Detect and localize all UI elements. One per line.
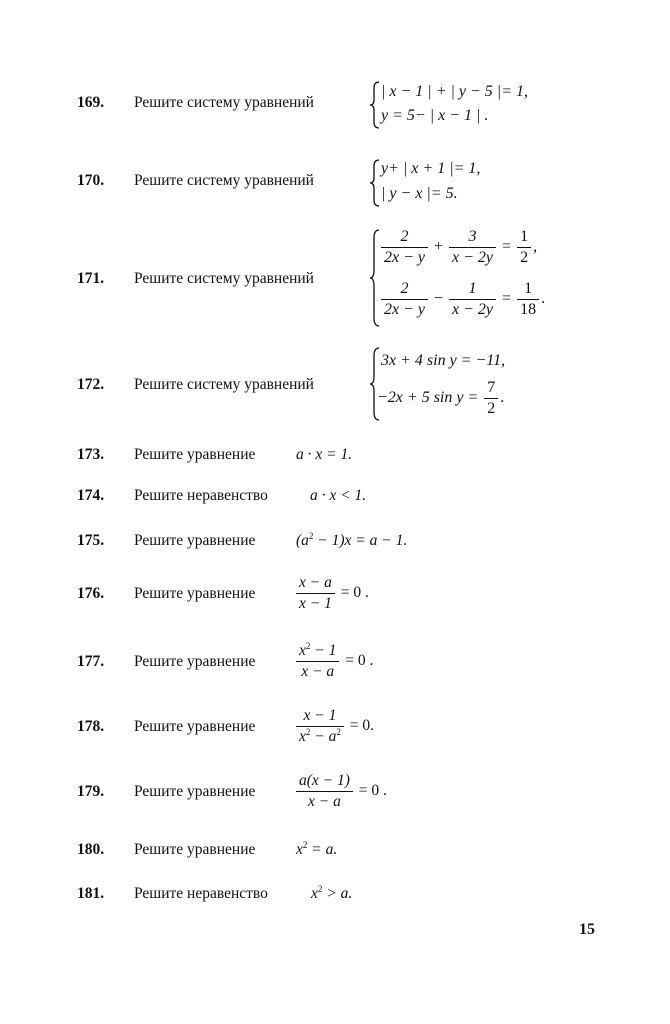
- math-rest: = 0.: [349, 717, 374, 735]
- numerator: x − 1: [296, 707, 344, 727]
- equation-2: [379, 280, 545, 319]
- problem-math: [294, 707, 374, 746]
- numerator: a(x − 1): [296, 772, 353, 792]
- numerator: 7: [484, 379, 498, 399]
- math-part: x: [296, 841, 303, 858]
- numerator: x − a: [296, 574, 335, 594]
- punct: .: [541, 290, 546, 308]
- denominator: x − a: [301, 663, 335, 680]
- denominator: 2x − y: [384, 301, 425, 318]
- fraction: [381, 228, 428, 267]
- equation-1: | x − 1 | + | y − 5 |= 1,: [381, 83, 528, 100]
- equals: =: [502, 238, 512, 256]
- equation-2: y = 5− | x − 1 | .: [381, 107, 489, 124]
- problem-text: Решите уравнение: [134, 446, 256, 463]
- operator: −: [434, 290, 444, 308]
- problem-number: 177.: [77, 653, 105, 670]
- denominator: 2: [520, 249, 529, 266]
- problem-math: [311, 885, 352, 903]
- denominator: 2x − y: [384, 249, 425, 266]
- fraction: [296, 642, 339, 681]
- equation-2: [377, 379, 504, 418]
- fraction: [296, 772, 353, 811]
- problem-number: 170.: [77, 172, 105, 189]
- page-number: 15: [579, 921, 595, 938]
- problem-number: 176.: [77, 585, 105, 602]
- exponent: 2: [308, 531, 314, 541]
- problem-math: [294, 574, 369, 613]
- brace-icon: [369, 158, 381, 208]
- problem-number: 174.: [77, 487, 105, 504]
- problem-math: a · x < 1.: [310, 487, 367, 504]
- problem-number: 178.: [77, 718, 105, 735]
- equation-1: 3x + 4 sin y = −11,: [381, 352, 506, 369]
- math-part: x: [299, 642, 306, 659]
- problem-math: [296, 532, 407, 550]
- problem-text: Решите неравенство: [134, 487, 268, 504]
- punct: .: [500, 389, 505, 407]
- problem-text: Решите систему уравнений: [134, 94, 314, 111]
- problem-text: Решите систему уравнений: [134, 376, 314, 393]
- math-part: > a.: [322, 885, 353, 902]
- denominator: x − 2y: [452, 249, 494, 266]
- math-rest: = 0 .: [340, 584, 369, 602]
- operator: +: [434, 238, 444, 256]
- math-rest: = 0 .: [358, 782, 387, 800]
- numerator: [296, 642, 339, 662]
- math-rest: = 0 .: [345, 652, 374, 670]
- denominator: x − 1: [299, 595, 332, 612]
- problem-number: 179.: [77, 783, 105, 800]
- math-part: x: [311, 885, 318, 902]
- equals: =: [502, 290, 512, 308]
- problem-text: Решите уравнение: [134, 783, 256, 800]
- problem-number: 173.: [77, 446, 105, 463]
- numerator: 2: [381, 228, 428, 248]
- punct: ,: [533, 238, 538, 256]
- denominator: [296, 727, 344, 746]
- problem-math: [296, 841, 337, 859]
- equation-lhs: −2x + 5 sin y =: [377, 389, 479, 407]
- numerator: 1: [517, 228, 531, 248]
- brace-icon: [369, 80, 381, 130]
- problem-math: a · x = 1.: [296, 446, 353, 463]
- problem-text: Решите уравнение: [134, 653, 256, 670]
- math-part: − 1: [310, 642, 337, 659]
- exponent: 2: [317, 884, 323, 894]
- fraction: [296, 574, 335, 613]
- problem-number: 175.: [77, 532, 105, 549]
- fraction: [449, 228, 496, 267]
- problem-number: 181.: [77, 885, 105, 902]
- denominator: x − a: [308, 793, 341, 810]
- numerator: 3: [449, 228, 496, 248]
- math-part: (a: [296, 532, 309, 549]
- problem-number: 171.: [77, 270, 105, 287]
- math-part: − a: [310, 728, 337, 745]
- problem-text: Решите уравнение: [134, 532, 256, 549]
- equation-1: y+ | x + 1 |= 1,: [381, 160, 481, 177]
- problem-number: 172.: [77, 376, 105, 393]
- problem-math: [294, 642, 373, 681]
- exponent: 2: [305, 641, 311, 651]
- denominator: 18: [520, 301, 537, 318]
- exponent: 2: [302, 840, 308, 850]
- numerator: 2: [381, 280, 428, 300]
- math-part: x: [299, 728, 306, 745]
- fraction: [517, 280, 539, 319]
- problem-text: Решите систему уравнений: [134, 172, 314, 189]
- fraction: [484, 379, 498, 418]
- equation-1: [379, 228, 537, 267]
- problem-text: Решите систему уравнений: [134, 270, 314, 287]
- fraction: [381, 280, 428, 319]
- problem-text: Решите уравнение: [134, 585, 256, 602]
- numerator: 1: [517, 280, 539, 300]
- exponent: 2: [336, 727, 341, 737]
- numerator: 1: [449, 280, 496, 300]
- problem-math: [294, 772, 387, 811]
- problem-text: Решите неравенство: [134, 885, 268, 902]
- problem-text: Решите уравнение: [134, 718, 256, 735]
- fraction: [296, 707, 344, 746]
- denominator: x − 2y: [452, 301, 494, 318]
- fraction: [449, 280, 496, 319]
- problem-number: 169.: [77, 94, 105, 111]
- fraction: [517, 228, 531, 267]
- problem-number: 180.: [77, 841, 105, 858]
- equation-2: | y − x |= 5.: [381, 185, 458, 202]
- exponent: 2: [305, 727, 311, 737]
- math-part: − 1)x = a − 1.: [313, 532, 408, 549]
- denominator: 2: [487, 400, 496, 417]
- problem-text: Решите уравнение: [134, 841, 256, 858]
- math-part: = a.: [307, 841, 338, 858]
